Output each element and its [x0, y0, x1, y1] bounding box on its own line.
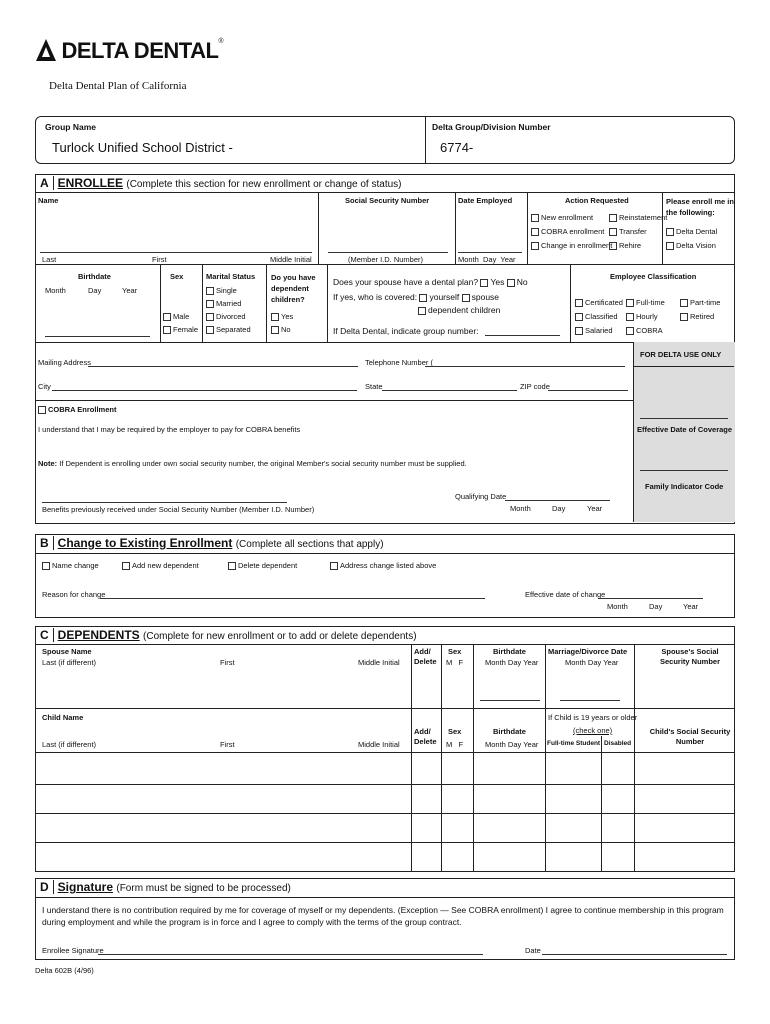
zip-line[interactable] — [548, 390, 628, 391]
delta-logo: DELTA DENTAL® — [35, 38, 224, 64]
signature-terms: I understand there is no contribution required by me for coverage of myself or my dependents. (Exception — See COBRA enrollment) I agree to continue membership in this program during employment and while the program is in force and I agree to comply with the terms of the group contract. — [42, 905, 724, 927]
action-rehire[interactable]: Rehire — [609, 241, 641, 250]
group-name-value[interactable]: Turlock Unified School District - — [52, 140, 233, 155]
child-row-2[interactable] — [35, 813, 735, 814]
logo-text: DELTA DENTAL — [61, 38, 219, 63]
name-line[interactable] — [40, 252, 312, 253]
delta-triangle-icon — [35, 38, 57, 62]
sex-male[interactable]: Male — [163, 312, 189, 321]
benefits-prev-line[interactable] — [42, 502, 287, 503]
class-parttime[interactable]: Part-time — [680, 298, 720, 307]
ssn-label: Social Security Number — [345, 196, 430, 205]
group-name-label: Group Name — [45, 122, 97, 132]
eff-change-line[interactable] — [598, 598, 703, 599]
for-delta-label: FOR DELTA USE ONLY — [640, 350, 722, 359]
section-d-header: D Signature (Form must be signed to be processed) — [40, 880, 291, 894]
class-certificated[interactable]: Certificated — [575, 298, 623, 307]
marital-divorced[interactable]: Divorced — [206, 312, 246, 321]
child-row-1[interactable] — [35, 784, 735, 785]
marital-separated[interactable]: Separated — [206, 325, 251, 334]
birthdate-line[interactable] — [45, 336, 150, 337]
reason-line[interactable] — [100, 598, 485, 599]
b-add-dependent[interactable]: Add new dependent — [122, 561, 199, 570]
action-change[interactable]: Change in enrollment — [531, 241, 612, 250]
family-code-label: Family Indicator Code — [645, 482, 724, 491]
spouse-plan-no[interactable] — [507, 279, 515, 287]
ssn-line[interactable] — [328, 252, 448, 253]
enroll-dental[interactable]: Delta Dental — [666, 227, 717, 236]
marital-married[interactable]: Married — [206, 299, 241, 308]
action-label: Action Requested — [565, 196, 629, 205]
employed-line[interactable] — [458, 252, 522, 253]
phone-line[interactable] — [425, 366, 625, 367]
class-fulltime[interactable]: Full-time — [626, 298, 665, 307]
class-salaried[interactable]: Salaried — [575, 326, 613, 335]
mailing-line[interactable] — [88, 366, 358, 367]
b-name-change[interactable]: Name change — [42, 561, 99, 570]
dependents-no[interactable]: No — [271, 325, 291, 334]
division-label: Delta Group/Division Number — [432, 122, 551, 132]
plan-name: Delta Dental Plan of California — [49, 80, 187, 92]
dependents-yes[interactable]: Yes — [271, 312, 293, 321]
eff-date-label: Effective Date of Coverage — [637, 425, 733, 434]
section-b-header: B Change to Existing Enrollment (Complete all sections that apply) — [40, 536, 384, 550]
b-delete-dependent[interactable]: Delete dependent — [228, 561, 297, 570]
action-cobra[interactable]: COBRA enrollment — [531, 227, 604, 236]
form-number: Delta 602B (4/96) — [35, 966, 94, 975]
child-row-3[interactable] — [35, 842, 735, 843]
state-line[interactable] — [382, 390, 517, 391]
covered-yourself[interactable] — [419, 294, 427, 302]
qualifying-date-line[interactable] — [505, 500, 610, 501]
class-classified[interactable]: Classified — [575, 312, 618, 321]
spouse-plan-yes[interactable] — [480, 279, 488, 287]
spouse-birth-line[interactable] — [480, 700, 540, 701]
city-line[interactable] — [52, 390, 357, 391]
action-reinstatement[interactable]: Reinstatement — [609, 213, 667, 222]
division-value[interactable]: 6774- — [440, 140, 474, 155]
marital-single[interactable]: Single — [206, 286, 237, 295]
class-retired[interactable]: Retired — [680, 312, 714, 321]
employed-label: Date Employed — [458, 196, 513, 205]
class-hourly[interactable]: Hourly — [626, 312, 658, 321]
covered-spouse[interactable] — [462, 294, 470, 302]
enroll-vision[interactable]: Delta Vision — [666, 241, 716, 250]
section-c-header: C DEPENDENTS (Complete for new enrollment or to add or delete dependents) — [40, 628, 417, 642]
enroll-label: Please enroll me in the following: — [666, 197, 734, 217]
sex-female[interactable]: Female — [163, 325, 198, 334]
signature-date-line[interactable] — [542, 954, 727, 955]
name-label: Name — [38, 196, 59, 205]
spouse-marriage-line[interactable] — [560, 700, 620, 701]
action-transfer[interactable]: Transfer — [609, 227, 647, 236]
class-cobra[interactable]: COBRA — [626, 326, 663, 335]
covered-children[interactable]: dependent children — [418, 305, 500, 315]
signature-line[interactable] — [98, 954, 483, 955]
b-address-change[interactable]: Address change listed above — [330, 561, 436, 570]
group-number-line[interactable] — [485, 335, 560, 336]
section-a-header: A ENROLLEE (Complete this section for new enrollment or change of status) — [40, 176, 402, 190]
action-new[interactable]: New enrollment — [531, 213, 593, 222]
cobra-enrollment[interactable]: COBRA Enrollment — [38, 405, 116, 414]
